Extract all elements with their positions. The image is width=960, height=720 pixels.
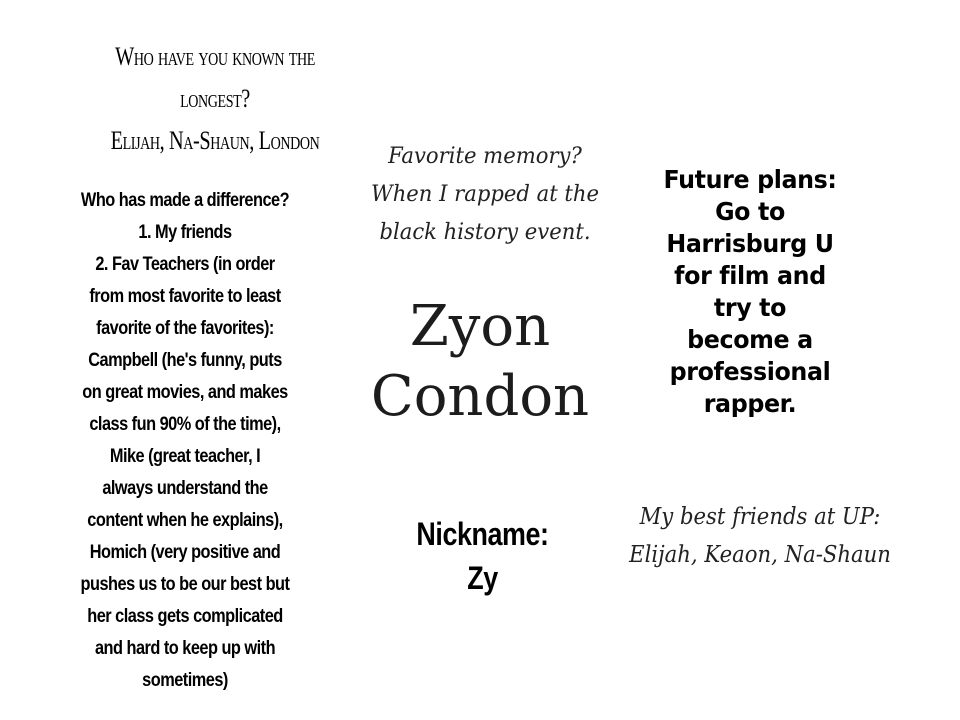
- difference-line: class fun 90% of the time),: [89, 414, 281, 435]
- difference-line: on great movies, and makes: [82, 382, 288, 403]
- known-longest-answer: Elijah, Na-Shaun, London: [110, 126, 320, 155]
- difference-line: sometimes): [142, 670, 228, 691]
- difference-line: Mike (great teacher, I: [109, 446, 261, 467]
- difference-line: 1. My friends: [138, 222, 232, 243]
- future-plans-line: rapper.: [703, 389, 797, 418]
- future-plans-line: try to: [713, 293, 787, 322]
- best-friends-block: [613, 498, 907, 574]
- difference-line: favorite of the favorites):: [96, 318, 274, 339]
- student-name: [340, 292, 620, 432]
- favorite-memory-question: Favorite memory?: [388, 144, 582, 169]
- nickname-label: Nickname:: [416, 516, 549, 552]
- future-plans-line: Go to: [715, 197, 785, 226]
- difference-line: from most favorite to least: [89, 286, 281, 307]
- difference-line: pushes us to be our best but: [80, 574, 290, 595]
- difference-line: and hard to keep up with: [94, 638, 276, 659]
- known-longest-block: [102, 36, 328, 162]
- future-plans-line: for film and: [674, 261, 826, 290]
- best-friends-names: Elijah, Keaon, Na-Shaun: [629, 542, 891, 568]
- nickname-value: Zy: [467, 560, 498, 596]
- future-plans-line: Harrisburg U: [666, 229, 834, 258]
- difference-line: Campbell (he's funny, puts: [88, 350, 282, 371]
- student-first-name: Zyon: [409, 294, 551, 359]
- future-plans-line: professional: [669, 357, 831, 386]
- student-last-name: Condon: [370, 364, 590, 429]
- known-longest-question-line-1: Who have you known the: [115, 42, 315, 71]
- difference-line: always understand the: [102, 478, 268, 499]
- favorite-memory-answer-line-1: When I rapped at the: [370, 182, 600, 207]
- difference-line: Homich (very positive and: [89, 542, 281, 563]
- difference-block: [60, 185, 309, 697]
- nickname-block: [396, 512, 568, 600]
- favorite-memory-answer-line-2: black history event.: [379, 220, 591, 245]
- difference-line: her class gets complicated: [87, 606, 283, 627]
- best-friends-label: My best friends at UP:: [639, 504, 881, 530]
- known-longest-question-line-2: longest?: [180, 84, 250, 113]
- difference-line: content when he explains),: [87, 510, 283, 531]
- future-plans-block: [636, 164, 864, 420]
- future-plans-line: become a: [687, 325, 813, 354]
- favorite-memory-block: [351, 138, 620, 252]
- difference-line: Who has made a difference?: [80, 190, 290, 211]
- future-plans-heading: Future plans:: [663, 165, 837, 194]
- difference-line: 2. Fav Teachers (in order: [95, 254, 275, 275]
